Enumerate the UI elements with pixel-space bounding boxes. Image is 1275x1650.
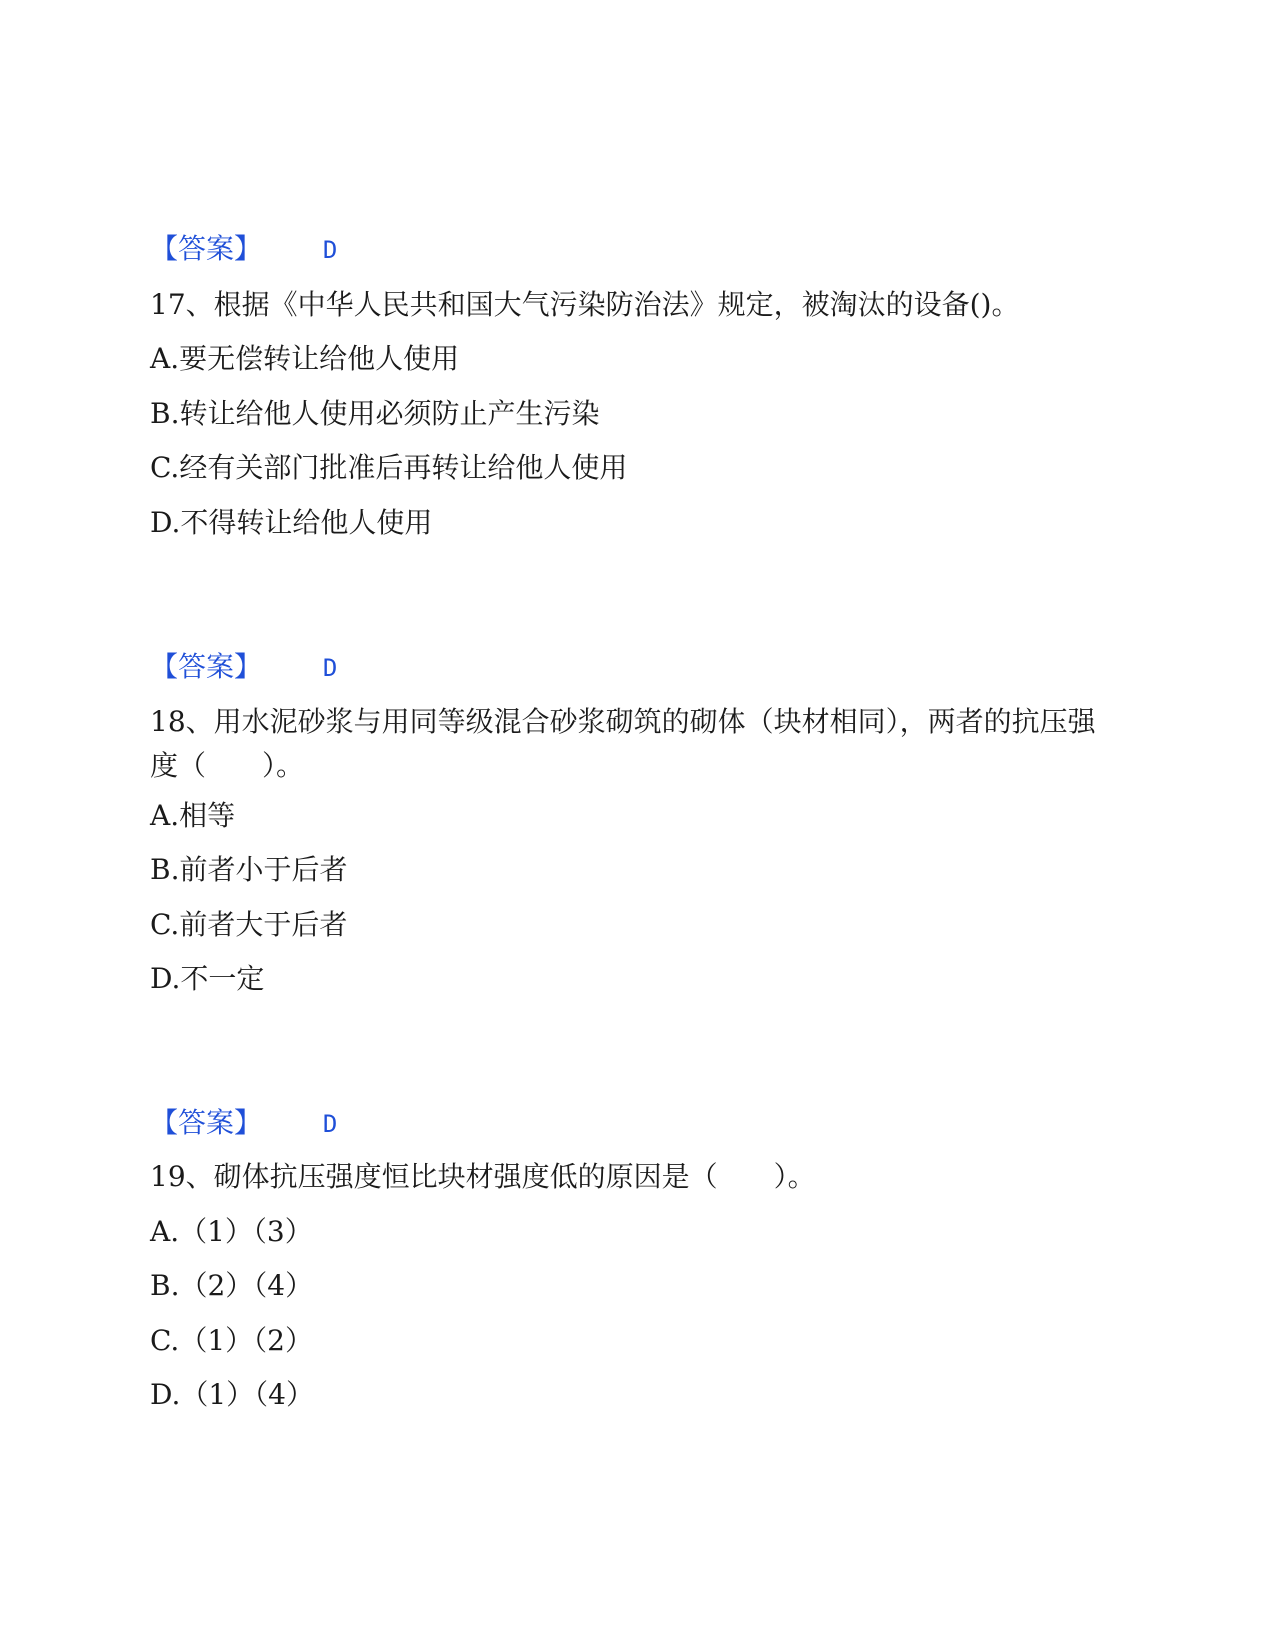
question-18-option-d: D.不一定 xyxy=(150,962,265,995)
answer-value: D xyxy=(322,236,338,264)
question-17-option-a: A.要无偿转让给他人使用 xyxy=(150,342,460,375)
question-17-option-b: B.转让给他人使用必须防止产生污染 xyxy=(150,397,600,430)
question-19-stem: 19、砌体抗压强度恒比块材强度低的原因是（ ）。 xyxy=(150,1160,816,1193)
answer-line xyxy=(150,648,337,687)
answer-value: D xyxy=(322,654,338,682)
answer-label: 【答案】 xyxy=(150,650,263,683)
question-19-option-d: D.（1）（4） xyxy=(150,1378,314,1411)
answer-label: 【答案】 xyxy=(150,1106,263,1139)
question-18-option-b: B.前者小于后者 xyxy=(150,853,348,886)
answer-value: D xyxy=(322,1110,338,1138)
question-19-option-a: A.（1）（3） xyxy=(150,1215,313,1248)
question-18-option-c: C.前者大于后者 xyxy=(150,908,348,941)
answer-line xyxy=(150,230,337,269)
question-17-option-d: D.不得转让给他人使用 xyxy=(150,506,433,539)
question-17-option-c: C.经有关部门批准后再转让给他人使用 xyxy=(150,451,628,484)
question-19-option-b: B.（2）（4） xyxy=(150,1269,314,1302)
question-17-stem: 17、根据《中华人民共和国大气污染防治法》规定，被淘汰的设备()。 xyxy=(150,288,1020,321)
question-18-stem: 18、用水泥砂浆与用同等级混合砂浆砌筑的砌体（块材相同），两者的抗压强度（ ）。 xyxy=(150,705,1096,782)
answer-label: 【答案】 xyxy=(150,232,263,265)
question-19-option-c: C.（1）（2） xyxy=(150,1324,313,1357)
question-18-option-a: A.相等 xyxy=(150,799,236,832)
answer-line xyxy=(150,1104,337,1143)
